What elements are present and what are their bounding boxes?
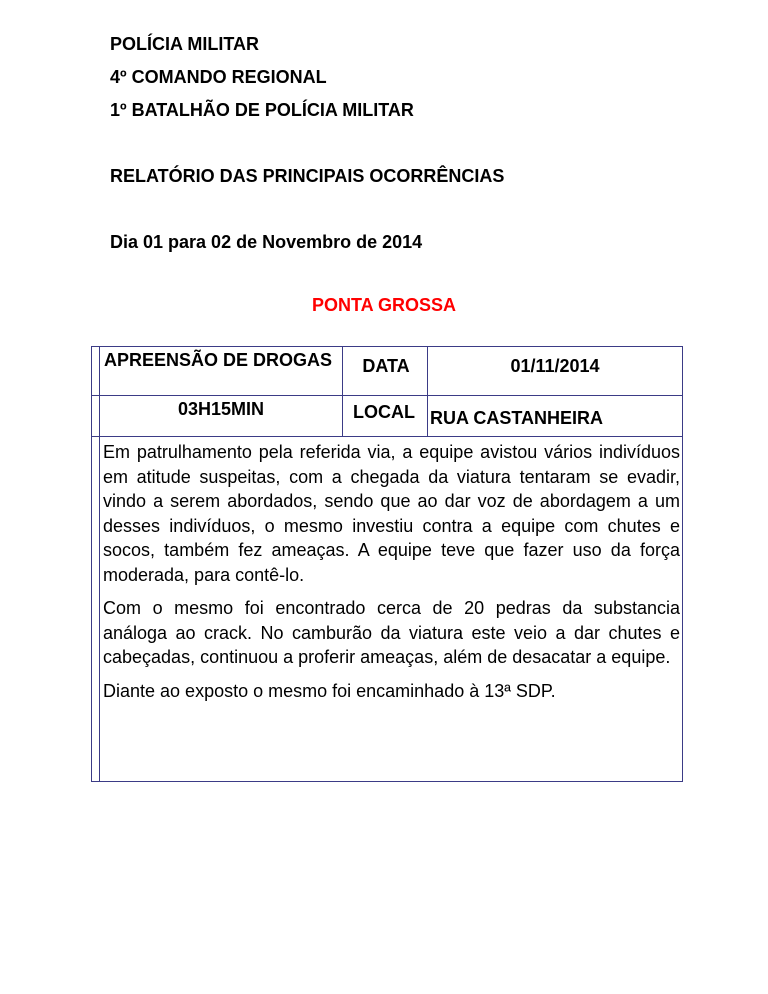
table-border-left-outer xyxy=(91,346,92,782)
header-line-2: 4º COMANDO REGIONAL xyxy=(110,67,327,87)
narrative-paragraph: Com o mesmo foi encontrado cerca de 20 pedras da substancia análoga ao crack. No camburão da viatura este veio a dar chutes e cabeçadas, continuou a proferir ameaças, além de desacatar a equipe. xyxy=(103,598,680,667)
date-label: DATA xyxy=(362,356,410,376)
table-border-right xyxy=(682,346,683,782)
city-heading: PONTA GROSSA xyxy=(311,295,456,315)
occurrence-type: APREENSÃO DE DROGAS xyxy=(104,350,333,370)
narrative-paragraph: Em patrulhamento pela referida via, a equipe avistou vários indivíduos em atitude suspeitas, com a chegada da viatura tentaram se evadir, vindo a serem abordados, sendo que ao dar voz de abordagem a um desses indivíduos, o mesmo investiu contra a equipe com chutes e socos, também fez ameaças. A equipe teve que fazer uso da força moderada, para contê-lo. xyxy=(103,442,680,585)
table-divider-1 xyxy=(342,346,343,436)
local-label: LOCAL xyxy=(353,402,415,422)
local-value: RUA CASTANHEIRA xyxy=(430,408,603,428)
table-row-divider-2 xyxy=(91,436,683,437)
table-border-top xyxy=(91,346,683,347)
occurrence-narrative xyxy=(103,440,680,712)
report-title: RELATÓRIO DAS PRINCIPAIS OCORRÊNCIAS xyxy=(110,166,505,186)
header-line-1: POLÍCIA MILITAR xyxy=(110,34,259,54)
table-border-bottom xyxy=(91,781,683,782)
date-value: 01/11/2014 xyxy=(510,356,600,376)
narrative-paragraph: Diante ao exposto o mesmo foi encaminhado à 13ª SDP. xyxy=(103,680,556,701)
occurrence-time: 03H15MIN xyxy=(177,399,265,419)
header-line-3: 1º BATALHÃO DE POLÍCIA MILITAR xyxy=(110,100,414,120)
table-row-divider-1 xyxy=(91,395,683,396)
report-period: Dia 01 para 02 de Novembro de 2014 xyxy=(110,232,423,252)
